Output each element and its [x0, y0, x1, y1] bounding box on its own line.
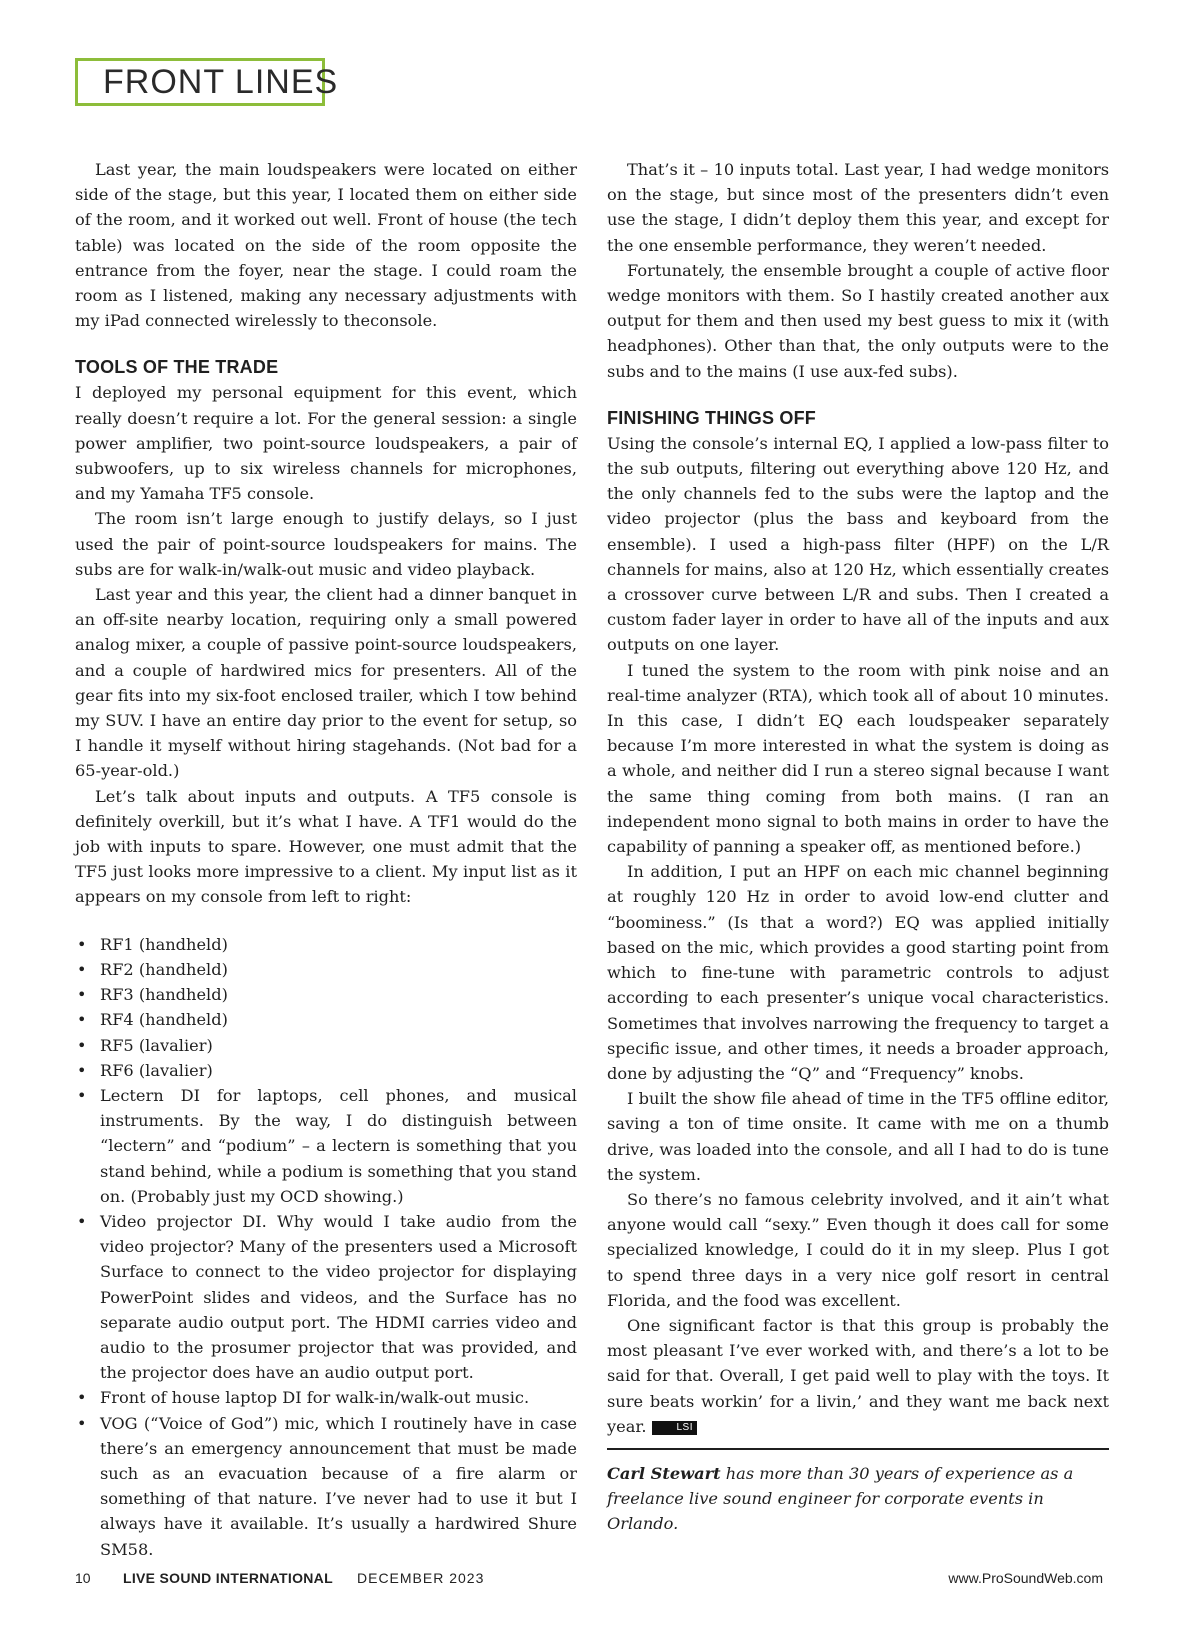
- website-link[interactable]: www.ProSoundWeb.com: [948, 1570, 1103, 1586]
- author-bio-text: has more than 30 years of experience as a freelance live sound engineer for corporate events in Orlando.: [607, 1463, 1074, 1534]
- body-paragraph: Let’s talk about inputs and outputs. A TF5 console is definitely overkill, but it’s what I have. A TF1 would do the job with inputs to spare. However, one must admit that the TF5 just looks more impressive to a client. My input list as it appears on my console from left to right:: [75, 786, 577, 907]
- list-item: • RF5 (lavalier): [75, 1033, 577, 1058]
- list-item: • RF6 (lavalier): [75, 1058, 577, 1083]
- body-paragraph: So there’s no famous celebrity involved, and it ain’t what anyone would call “sexy.” Even though it does call for some specialized knowledge, I could do it in my sleep. Plus I got to spend three days in a very nice golf resort in central Florida, and the food was excellent.: [607, 1189, 1109, 1310]
- section-heading-finishing: FINISHING THINGS OFF: [607, 407, 816, 428]
- author-name: Carl Stewart: [607, 1463, 721, 1483]
- right-column: [607, 157, 1109, 1537]
- author-bio: [607, 1461, 1109, 1537]
- final-paragraph: [607, 1313, 1109, 1439]
- list-item: • RF4 (handheld): [75, 1007, 577, 1032]
- magazine-name: LIVE SOUND INTERNATIONAL: [123, 1570, 333, 1586]
- list-item: • Video projector DI. Why would I take audio from the video projector? Many of the presenters used a Microsoft Surface to connect to the video projector for displaying PowerPoint slides and videos, and the Surface has no separate audio output port. The HDMI carries video and audio to the prosumer projector that was provided, and the projector does have an audio output port.: [75, 1209, 577, 1385]
- body-paragraph: Last year and this year, the client had a dinner banquet in an off-site nearby location, requiring only a small powered analog mixer, a couple of passive point-source loudspeakers, and a couple of hardwired mics for presenters. All of the gear fits into my six-foot enclosed trailer, which I tow behind my SUV. I have an entire day prior to the event for setup, so I handle it myself without hiring stagehands. (Not bad for a 65-year-old.): [75, 585, 577, 781]
- input-list: [75, 932, 577, 1562]
- section-heading-tools: TOOLS OF THE TRADE: [75, 357, 279, 378]
- body-paragraph: I tuned the system to the room with pink noise and an real-time analyzer (RTA), which took all of about 10 minutes. In this case, I didn’t EQ each loudspeaker separately because I’m more interested in what the system is doing as a whole, and neither did I run a stereo signal because I want the same thing coming from both mains. (I ran an independent mono signal to both mains in order to have the capability of panning a speaker off, as mentioned before.): [607, 660, 1109, 857]
- body-paragraph: That’s it – 10 inputs total. Last year, I had wedge monitors on the stage, but since most of the presenters didn’t even use the stage, I didn’t deploy them this year, and except for the one ensemble performance, they weren’t needed.: [607, 160, 1109, 255]
- body-paragraph: The room isn’t large enough to justify delays, so I just used the pair of point-source loudspeakers for mains. The subs are for walk-in/walk-out music and video playback.: [75, 509, 577, 579]
- section-title: FRONT LINES: [103, 62, 339, 101]
- page-footer: [75, 1568, 1103, 1588]
- body-paragraph: In addition, I put an HPF on each mic channel beginning at roughly 120 Hz in order to avoid low-end clutter and “boominess.” (Is that a word?) EQ was applied initially based on the mic, which provides a good starting point from which to fine-tune with parametric controls to adjust according to each presenter’s unique vocal characteristics. Sometimes that involves narrowing the frequency to target a specific issue, and other times, it needs a broader approach, done by adjusting the “Q” and “Frequency” knobs.: [607, 862, 1109, 1083]
- lsi-end-mark: LSI: [652, 1421, 697, 1435]
- section-title-box: [75, 58, 339, 106]
- list-item: • RF1 (handheld): [75, 932, 577, 957]
- body-paragraph: I built the show file ahead of time in the TF5 offline editor, saving a ton of time onsite. It came with me on a thumb drive, was loaded into the console, and all I had to do is tune the system.: [607, 1089, 1109, 1184]
- list-item: • VOG (“Voice of God”) mic, which I routinely have in case there’s an emergency announcement that must be made such as an evacuation because of a fire alarm or something of that nature. I’ve never had to use it but I always have it available. It’s usually a hardwired Shure SM58.: [75, 1411, 577, 1562]
- list-item: • Front of house laptop DI for walk-in/walk-out music.: [75, 1385, 577, 1410]
- author-bio-divider: [607, 1448, 1109, 1537]
- list-item: • Lectern DI for laptops, cell phones, and musical instruments. By the way, I do distinguish between “lectern” and “podium” – a lectern is something that you stand behind, while a podium is something that you stand on. (Probably just my OCD showing.): [75, 1083, 577, 1209]
- issue-date: DECEMBER 2023: [357, 1570, 485, 1586]
- page-number: 10: [75, 1570, 91, 1586]
- list-item: • RF3 (handheld): [75, 982, 577, 1007]
- body-paragraph: Fortunately, the ensemble brought a couple of active floor wedge monitors with them. So I hastily created another aux output for them and then used my best guess to mix it (with headphones). Other than that, the only outputs were to the subs and to the mains (I use aux-fed subs).: [607, 260, 1109, 381]
- body-paragraph: I deployed my personal equipment for this event, which really doesn’t require a lot. For the general session: a single power amplifier, two point-source loudspeakers, a pair of subwoofers, up to six wireless channels for microphones, and my Yamaha TF5 console.: [75, 383, 577, 504]
- list-item: • RF2 (handheld): [75, 957, 577, 982]
- final-paragraph-text: One significant factor is that this group is probably the most pleasant I’ve ever worked with, and there’s a lot to be said for that. Overall, I get paid well to play with the toys. It sure beats workin’ for a livin,’ and they want me back next year.: [607, 1315, 1109, 1436]
- intro-paragraph: Last year, the main loudspeakers were located on either side of the stage, but this year, I located them on either side of the room, and it worked out well. Front of house (the tech table) was located on the side of the room opposite the entrance from the foyer, near the stage. I could roam the room as I listened, making any necessary adjustments with my iPad connected wirelessly to theconsole.: [75, 160, 577, 331]
- body-paragraph: Using the console’s internal EQ, I applied a low-pass filter to the sub outputs, filtering out everything above 120 Hz, and the only channels fed to the subs were the laptop and the video projector (plus the bass and keyboard from the ensemble). I used a high-pass filter (HPF) on the L/R channels for mains, also at 120 Hz, which essentially creates a crossover curve between L/R and subs. Then I created a custom fader layer in order to have all of the inputs and aux outputs on one layer.: [607, 433, 1109, 655]
- left-column: [75, 157, 577, 1562]
